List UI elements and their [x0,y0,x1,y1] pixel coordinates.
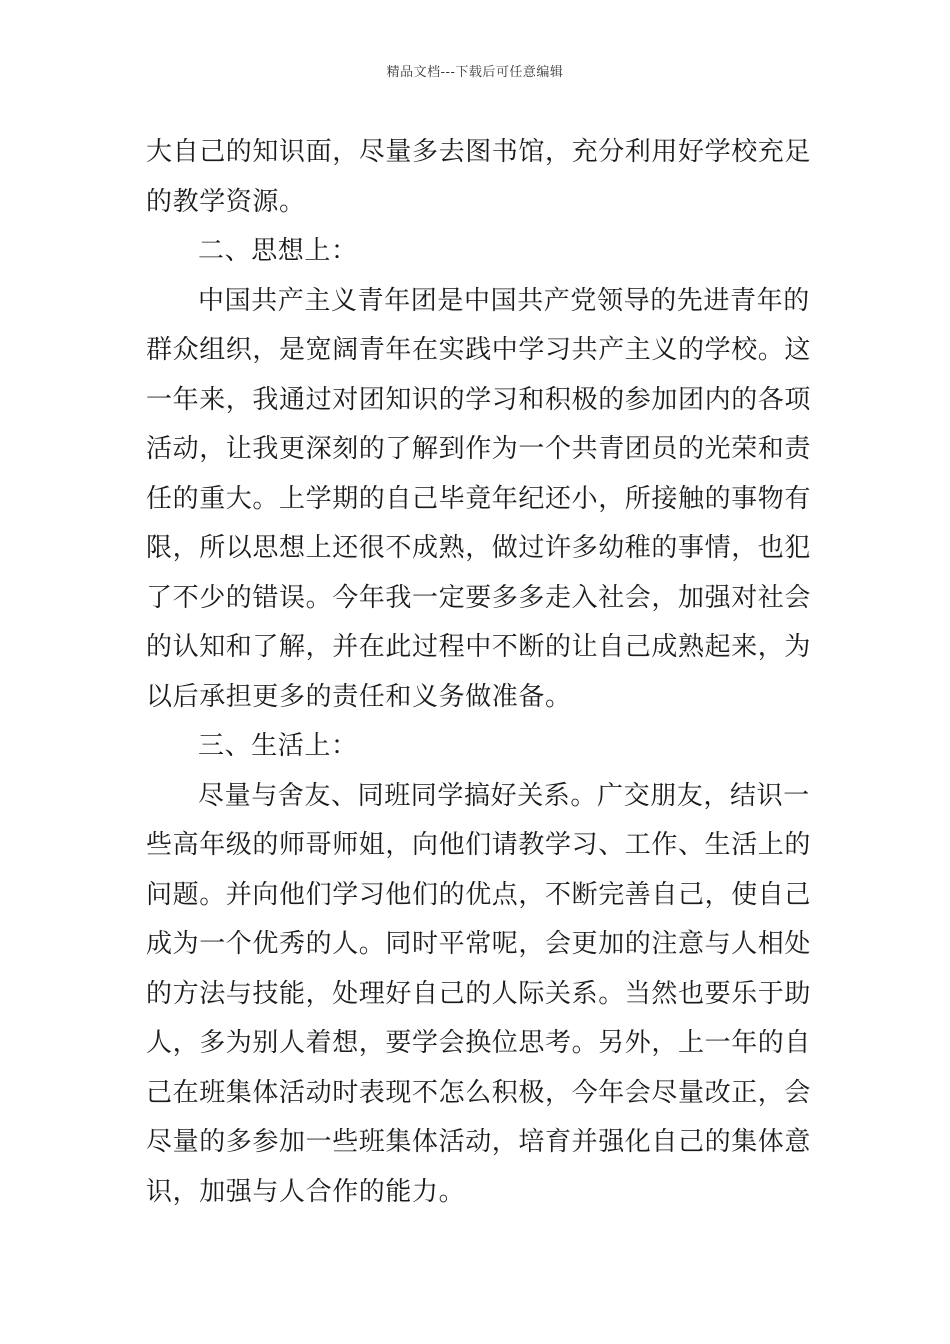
text-line: 活动，让我更深刻的了解到作为一个共青团员的光荣和责 [146,434,812,464]
text-line: 限，所以思想上还很不成熟，做过许多幼稚的事情，也犯 [146,533,812,563]
text-line: 任的重大。上学期的自己毕竟年纪还小，所接触的事物有 [146,483,812,514]
section-heading: 三、生活上： [198,731,358,761]
text-line: 成为一个优秀的人。同时平常呢，会更加的注意与人相处 [146,929,812,959]
text-line: 识，加强与人合作的能力。 [146,1176,466,1207]
text-line: 人，多为别人着想，要学会换位思考。另外，上一年的自 [146,1028,812,1058]
text-line: 问题。并向他们学习他们的优点，不断完善自己，使自己 [146,879,812,910]
text-line: 的教学资源。 [146,186,306,217]
text-line: 些高年级的师哥师姐，向他们请教学习、工作、生活上的 [146,830,812,860]
text-line: 的方法与技能，处理好自己的人际关系。当然也要乐于助 [146,978,812,1009]
page-header: 精品文档---下载后可任意编辑 [386,65,564,80]
text-line: 中国共产主义青年团是中国共产党领导的先进青年的 [198,285,810,316]
text-line: 群众组织，是宽阔青年在实践中学习共产主义的学校。这 [146,335,812,365]
text-line: 一年来，我通过对团知识的学习和积极的参加团内的各项 [146,384,812,415]
text-line: 尽量的多参加一些班集体活动，培育并强化自己的集体意 [146,1127,812,1157]
text-line: 尽量与舍友、同班同学搞好关系。广交朋友，结识一 [198,780,810,811]
text-line: 大自己的知识面，尽量多去图书馆，充分利用好学校充足 [146,137,812,167]
document-body [146,128,812,1217]
text-line: 以后承担更多的责任和义务做准备。 [146,681,572,712]
text-line: 了不少的错误。今年我一定要多多走入社会，加强对社会 [146,582,812,613]
text-line: 己在班集体活动时表现不怎么积极，今年会尽量改正，会 [146,1077,812,1108]
section-heading: 二、思想上： [198,236,358,266]
text-line: 的认知和了解，并在此过程中不断的让自己成熟起来，为 [146,632,812,662]
